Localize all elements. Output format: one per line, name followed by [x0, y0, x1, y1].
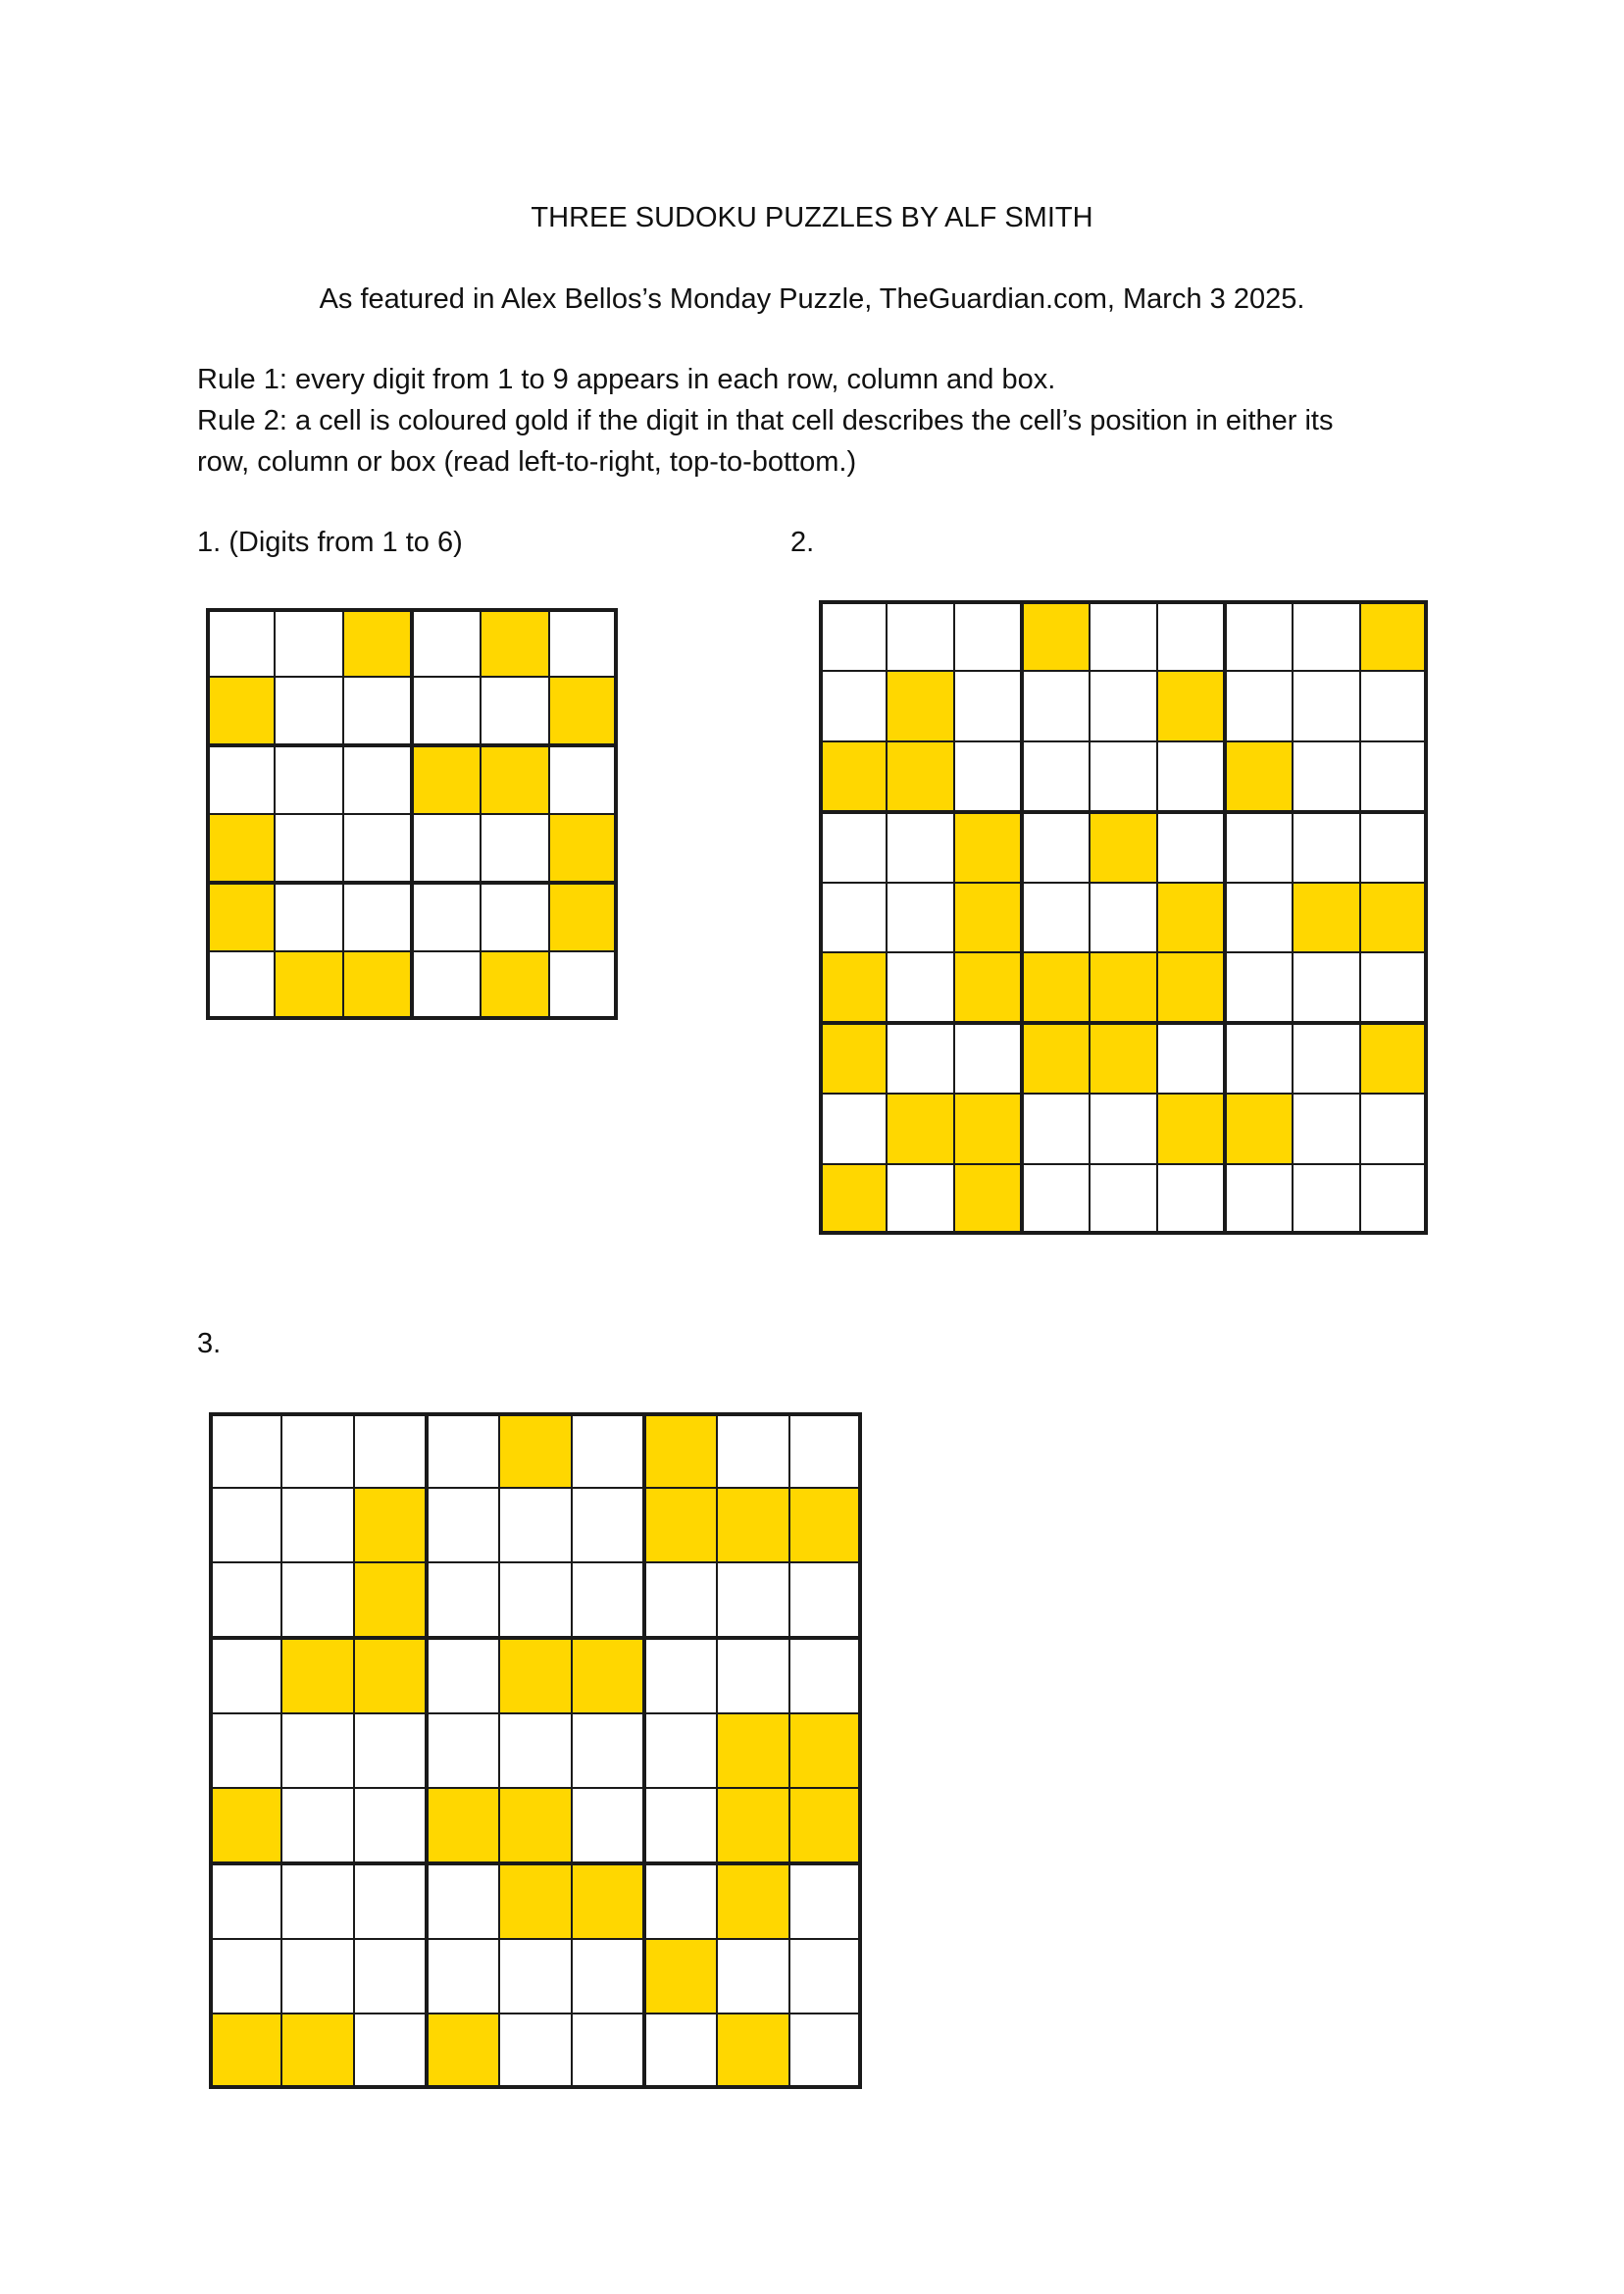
gold-cell	[209, 2014, 281, 2089]
empty-cell	[1090, 741, 1157, 812]
gold-cell	[499, 1788, 572, 1863]
gold-cell	[499, 1863, 572, 1939]
empty-cell	[572, 1412, 644, 1488]
gold-cell	[343, 951, 412, 1020]
empty-cell	[275, 745, 343, 814]
empty-cell	[789, 2014, 862, 2089]
empty-cell	[1360, 671, 1428, 741]
gold-cell	[717, 1863, 789, 1939]
empty-cell	[954, 1023, 1022, 1094]
gold-cell	[206, 677, 275, 745]
empty-cell	[954, 671, 1022, 741]
gold-cell	[1293, 883, 1360, 953]
empty-cell	[412, 608, 481, 677]
empty-cell	[1360, 741, 1428, 812]
empty-cell	[549, 608, 618, 677]
empty-cell	[209, 1713, 281, 1789]
empty-cell	[1022, 671, 1090, 741]
gold-cell	[354, 1488, 427, 1563]
empty-cell	[209, 1863, 281, 1939]
empty-cell	[275, 608, 343, 677]
empty-cell	[1293, 741, 1360, 812]
empty-cell	[499, 1562, 572, 1638]
empty-cell	[789, 1863, 862, 1939]
empty-cell	[1293, 812, 1360, 883]
gold-cell	[549, 814, 618, 883]
empty-cell	[427, 1412, 499, 1488]
empty-cell	[1293, 952, 1360, 1023]
gold-cell	[481, 951, 549, 1020]
empty-cell	[427, 1562, 499, 1638]
empty-cell	[887, 812, 954, 883]
gold-cell	[1157, 1094, 1225, 1164]
empty-cell	[209, 1638, 281, 1713]
puzzle-1-label: 1. (Digits from 1 to 6)	[197, 527, 463, 558]
empty-cell	[427, 1713, 499, 1789]
empty-cell	[354, 1863, 427, 1939]
empty-cell	[481, 677, 549, 745]
rule-2-line-1: Rule 2: a cell is coloured gold if the digit in that cell describes the cell’s position in either its	[197, 405, 1334, 436]
sudoku-grid-3	[209, 1412, 862, 2089]
empty-cell	[354, 1939, 427, 2014]
empty-cell	[1293, 671, 1360, 741]
empty-cell	[281, 1863, 354, 1939]
gold-cell	[644, 1412, 717, 1488]
empty-cell	[1157, 600, 1225, 671]
empty-cell	[412, 677, 481, 745]
empty-cell	[343, 814, 412, 883]
empty-cell	[1022, 883, 1090, 953]
empty-cell	[343, 677, 412, 745]
gold-cell	[1022, 1023, 1090, 1094]
page-subtitle: As featured in Alex Bellos’s Monday Puzzle, TheGuardian.com, March 3 2025.	[319, 283, 1305, 315]
empty-cell	[549, 951, 618, 1020]
empty-cell	[499, 2014, 572, 2089]
gold-cell	[1360, 883, 1428, 953]
gold-cell	[789, 1788, 862, 1863]
empty-cell	[1293, 1023, 1360, 1094]
gold-cell	[281, 1638, 354, 1713]
gold-cell	[412, 745, 481, 814]
gold-cell	[789, 1713, 862, 1789]
gold-cell	[887, 1094, 954, 1164]
empty-cell	[789, 1412, 862, 1488]
empty-cell	[499, 1939, 572, 2014]
gold-cell	[1225, 1094, 1293, 1164]
empty-cell	[1157, 741, 1225, 812]
empty-cell	[1360, 812, 1428, 883]
empty-cell	[354, 2014, 427, 2089]
empty-cell	[1225, 1023, 1293, 1094]
empty-cell	[1090, 600, 1157, 671]
empty-cell	[412, 951, 481, 1020]
empty-cell	[206, 608, 275, 677]
gold-cell	[819, 741, 887, 812]
gold-cell	[887, 741, 954, 812]
empty-cell	[1090, 1164, 1157, 1235]
empty-cell	[354, 1788, 427, 1863]
gold-cell	[1157, 952, 1225, 1023]
empty-cell	[412, 883, 481, 951]
rule-1: Rule 1: every digit from 1 to 9 appears in each row, column and box.	[197, 364, 1056, 395]
gold-cell	[789, 1488, 862, 1563]
empty-cell	[1293, 600, 1360, 671]
empty-cell	[1157, 1164, 1225, 1235]
empty-cell	[572, 1562, 644, 1638]
gold-cell	[1090, 1023, 1157, 1094]
gold-cell	[1157, 671, 1225, 741]
empty-cell	[1022, 741, 1090, 812]
empty-cell	[789, 1638, 862, 1713]
empty-cell	[819, 671, 887, 741]
empty-cell	[789, 1562, 862, 1638]
empty-cell	[819, 600, 887, 671]
empty-cell	[819, 812, 887, 883]
empty-cell	[954, 741, 1022, 812]
gold-cell	[1090, 952, 1157, 1023]
gold-cell	[1090, 812, 1157, 883]
gold-cell	[954, 812, 1022, 883]
empty-cell	[281, 1713, 354, 1789]
empty-cell	[1090, 671, 1157, 741]
empty-cell	[819, 883, 887, 953]
gold-cell	[549, 677, 618, 745]
empty-cell	[275, 814, 343, 883]
empty-cell	[1022, 1164, 1090, 1235]
gold-cell	[499, 1638, 572, 1713]
empty-cell	[1225, 812, 1293, 883]
empty-cell	[1225, 1164, 1293, 1235]
empty-cell	[343, 883, 412, 951]
gold-cell	[1360, 1023, 1428, 1094]
gold-cell	[954, 1164, 1022, 1235]
empty-cell	[717, 1562, 789, 1638]
gold-cell	[1157, 883, 1225, 953]
gold-cell	[887, 671, 954, 741]
empty-cell	[789, 1939, 862, 2014]
empty-cell	[281, 1412, 354, 1488]
empty-cell	[1225, 600, 1293, 671]
empty-cell	[572, 1713, 644, 1789]
gold-cell	[819, 1023, 887, 1094]
gold-cell	[717, 2014, 789, 2089]
gold-cell	[954, 952, 1022, 1023]
empty-cell	[644, 1863, 717, 1939]
empty-cell	[206, 745, 275, 814]
gold-cell	[499, 1412, 572, 1488]
empty-cell	[275, 883, 343, 951]
empty-cell	[354, 1412, 427, 1488]
gold-cell	[1225, 741, 1293, 812]
gold-cell	[354, 1638, 427, 1713]
empty-cell	[887, 883, 954, 953]
empty-cell	[1225, 671, 1293, 741]
gold-cell	[572, 1863, 644, 1939]
empty-cell	[281, 1939, 354, 2014]
gold-cell	[954, 1094, 1022, 1164]
empty-cell	[481, 814, 549, 883]
empty-cell	[1022, 1094, 1090, 1164]
empty-cell	[1090, 883, 1157, 953]
empty-cell	[572, 1939, 644, 2014]
empty-cell	[1293, 1094, 1360, 1164]
gold-cell	[427, 1788, 499, 1863]
gold-cell	[1360, 600, 1428, 671]
empty-cell	[354, 1713, 427, 1789]
empty-cell	[427, 1863, 499, 1939]
gold-cell	[717, 1488, 789, 1563]
empty-cell	[343, 745, 412, 814]
empty-cell	[499, 1713, 572, 1789]
empty-cell	[717, 1939, 789, 2014]
gold-cell	[481, 608, 549, 677]
page-title: THREE SUDOKU PUZZLES BY ALF SMITH	[531, 202, 1093, 233]
empty-cell	[1157, 1023, 1225, 1094]
empty-cell	[887, 600, 954, 671]
empty-cell	[1360, 1094, 1428, 1164]
empty-cell	[644, 1788, 717, 1863]
empty-cell	[572, 1488, 644, 1563]
empty-cell	[209, 1412, 281, 1488]
empty-cell	[644, 2014, 717, 2089]
gold-cell	[206, 814, 275, 883]
empty-cell	[281, 1488, 354, 1563]
empty-cell	[1090, 1094, 1157, 1164]
empty-cell	[1360, 1164, 1428, 1235]
empty-cell	[572, 2014, 644, 2089]
empty-cell	[206, 951, 275, 1020]
rule-2-line-2: row, column or box (read left-to-right, top-to-bottom.)	[197, 446, 857, 478]
gold-cell	[209, 1788, 281, 1863]
gold-cell	[427, 2014, 499, 2089]
gold-cell	[354, 1562, 427, 1638]
gold-cell	[572, 1638, 644, 1713]
gold-cell	[481, 745, 549, 814]
sudoku-grid-1	[206, 608, 618, 1020]
gold-cell	[954, 883, 1022, 953]
empty-cell	[1157, 812, 1225, 883]
gold-cell	[206, 883, 275, 951]
gold-cell	[819, 1164, 887, 1235]
empty-cell	[887, 952, 954, 1023]
empty-cell	[549, 745, 618, 814]
empty-cell	[281, 1562, 354, 1638]
empty-cell	[209, 1488, 281, 1563]
empty-cell	[499, 1488, 572, 1563]
empty-cell	[209, 1939, 281, 2014]
empty-cell	[281, 1788, 354, 1863]
empty-cell	[1225, 883, 1293, 953]
empty-cell	[427, 1488, 499, 1563]
puzzle-3-label: 3.	[197, 1328, 222, 1359]
puzzle-2-label: 2.	[790, 527, 815, 558]
empty-cell	[572, 1788, 644, 1863]
empty-cell	[644, 1562, 717, 1638]
empty-cell	[481, 883, 549, 951]
empty-cell	[887, 1164, 954, 1235]
empty-cell	[412, 814, 481, 883]
gold-cell	[717, 1788, 789, 1863]
empty-cell	[1022, 812, 1090, 883]
empty-cell	[644, 1713, 717, 1789]
gold-cell	[275, 951, 343, 1020]
gold-cell	[1022, 600, 1090, 671]
empty-cell	[1360, 952, 1428, 1023]
empty-cell	[717, 1412, 789, 1488]
empty-cell	[275, 677, 343, 745]
sudoku-grid-2	[819, 600, 1428, 1235]
empty-cell	[954, 600, 1022, 671]
empty-cell	[717, 1638, 789, 1713]
empty-cell	[427, 1939, 499, 2014]
empty-cell	[1293, 1164, 1360, 1235]
empty-cell	[1225, 952, 1293, 1023]
empty-cell	[887, 1023, 954, 1094]
gold-cell	[549, 883, 618, 951]
gold-cell	[717, 1713, 789, 1789]
empty-cell	[427, 1638, 499, 1713]
gold-cell	[819, 952, 887, 1023]
gold-cell	[1022, 952, 1090, 1023]
gold-cell	[644, 1939, 717, 2014]
empty-cell	[644, 1638, 717, 1713]
gold-cell	[281, 2014, 354, 2089]
gold-cell	[644, 1488, 717, 1563]
gold-cell	[343, 608, 412, 677]
empty-cell	[819, 1094, 887, 1164]
empty-cell	[209, 1562, 281, 1638]
